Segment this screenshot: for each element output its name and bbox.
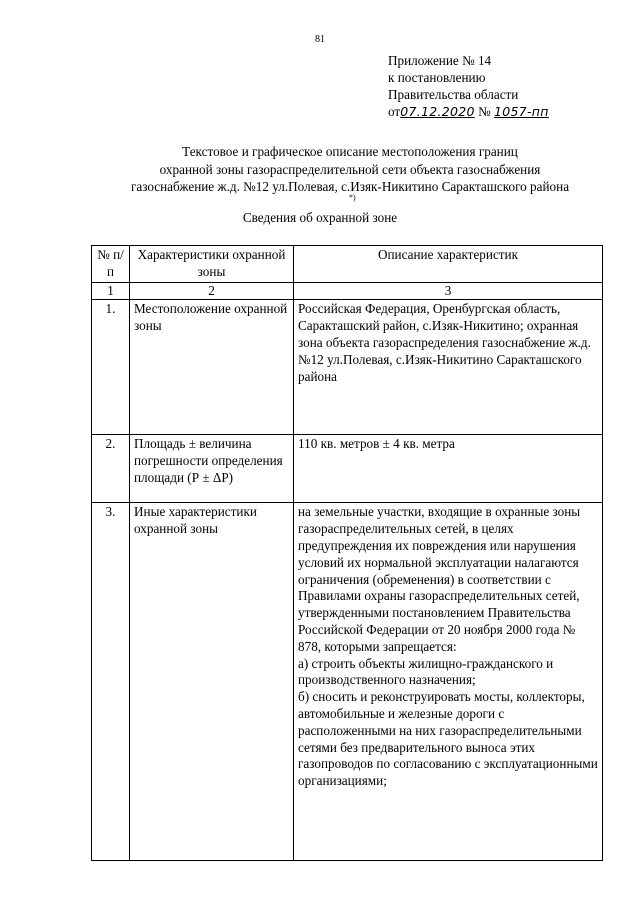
date-prefix: от bbox=[388, 104, 401, 119]
appendix-line-3: Правительства области bbox=[388, 87, 519, 102]
header-characteristic: Характеристики охранной зоны bbox=[130, 246, 294, 283]
section-subtitle: Сведения об охранной зоне bbox=[242, 210, 398, 225]
row-description: 110 кв. метров ± 4 кв. метра bbox=[294, 435, 603, 503]
column-number: 2 bbox=[130, 282, 294, 300]
row-number: 2. bbox=[92, 435, 130, 503]
row-number: 3. bbox=[92, 503, 130, 861]
row-description bbox=[294, 503, 603, 861]
appendix-line-2: к постановлению bbox=[388, 70, 486, 85]
row-characteristic: Местоположение охранной зоны bbox=[130, 300, 294, 435]
row-description: Российская Федерация, Оренбургская область, Саракташский район, с.Изяк-Никитино; охранная зона объекта газораспределения газоснабжение ж.д. №12 ул.Полевая, с.Изяк-Никитино Саракташского района bbox=[294, 300, 603, 435]
table-row bbox=[92, 503, 603, 861]
handwritten-number: 1057-пп bbox=[493, 104, 549, 119]
title-line-1: Текстовое и графическое описание местоположения границ bbox=[182, 144, 518, 159]
title-line-3: газоснабжение ж.д. №12 ул.Полевая, с.Изяк-Никитино Саракташского района bbox=[130, 179, 570, 194]
document-title bbox=[60, 143, 640, 196]
appendix-line-1: Приложение № 14 bbox=[388, 53, 492, 68]
row-characteristic: Площадь ± величина погрешности определения площади (Р ± ΔР) bbox=[130, 435, 294, 503]
header-description: Описание характеристик bbox=[294, 246, 603, 283]
footnote-mark: *) bbox=[349, 193, 356, 202]
page-number: 81 bbox=[315, 34, 325, 45]
row-characteristic: Иные характеристики охранной зоны bbox=[130, 503, 294, 861]
table-row bbox=[92, 300, 603, 435]
title-line-2: охранной зоны газораспределительной сети объекта газоснабжения bbox=[159, 161, 541, 177]
appendix-block bbox=[388, 52, 549, 120]
column-number: 3 bbox=[294, 282, 603, 300]
description-item-a: а) строить объекты жилищно-гражданского и производственного назначения; bbox=[298, 655, 554, 688]
handwritten-date: 07.12.2020 bbox=[400, 104, 475, 119]
row-number: 1. bbox=[92, 300, 130, 435]
protected-zone-table bbox=[91, 245, 603, 861]
header-number: № п/п bbox=[92, 246, 130, 283]
table-header-row bbox=[92, 246, 603, 283]
appendix-date-line bbox=[388, 103, 549, 120]
column-number-row bbox=[92, 282, 603, 300]
description-paragraph: на земельные участки, входящие в охранные зоны газораспределительных сетей, в целях предупреждения их повреждения или нарушения условий их нормальной эксплуатации налагаются ограничения (обременения) в соответствии с Правилами охраны газораспределительных сетей, утвержденными постановлением Правительства Российской Федерации от 20 ноября 2000 года № 878, которыми запрещается: bbox=[298, 504, 581, 654]
column-number: 1 bbox=[92, 282, 130, 300]
table-row bbox=[92, 435, 603, 503]
number-prefix: № bbox=[478, 104, 491, 119]
description-item-b: б) сносить и реконструировать мосты, коллекторы, автомобильные и железные дороги с расположенными на них газораспределительными сетями без предварительного выноса этих газопроводов по согласованию с эксплуатационными организациями; bbox=[298, 689, 598, 789]
